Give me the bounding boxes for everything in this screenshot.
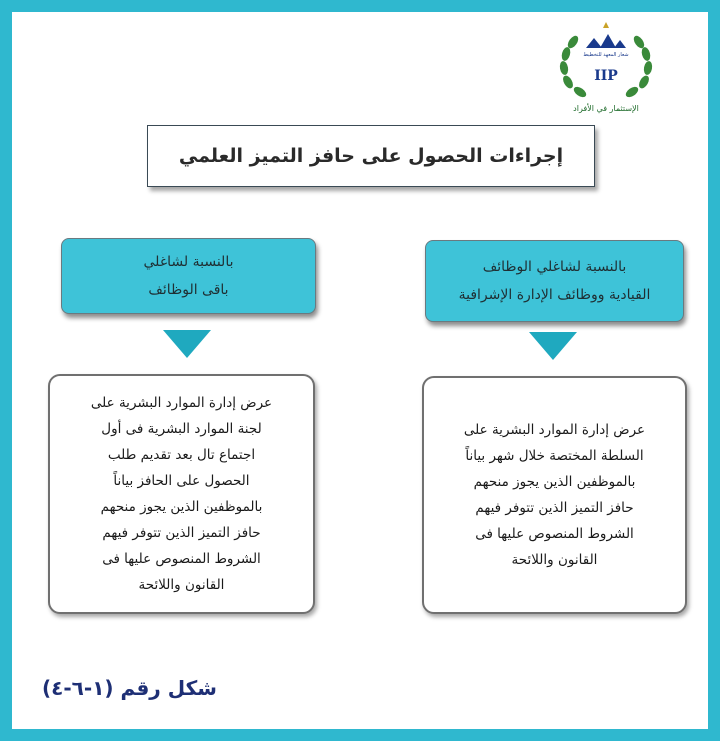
procedure-line: بالموظفين الذين يجوز منحهم bbox=[473, 474, 636, 490]
diagram-title-box bbox=[147, 125, 595, 187]
procedure-line: الشروط المنصوص عليها فى bbox=[475, 526, 634, 542]
content-frame bbox=[12, 12, 708, 729]
procedure-line: القانون واللائحة bbox=[138, 577, 225, 593]
category-box-other-jobs bbox=[61, 238, 316, 314]
logo-organization-text: شعار المعهد للتخطيط bbox=[583, 52, 629, 58]
logo-tagline: الإستثمار في الأفراد bbox=[573, 104, 639, 113]
procedure-line: بالموظفين الذين يجوز منحهم bbox=[100, 499, 263, 515]
laurel-wreath-icon bbox=[556, 20, 656, 110]
down-arrow-icon bbox=[529, 332, 577, 360]
procedure-line: الشروط المنصوص عليها فى bbox=[102, 551, 261, 567]
procedure-line: اجتماع تال بعد تقديم طلب bbox=[107, 447, 256, 463]
logo-acronym: IIP bbox=[594, 68, 618, 84]
procedure-line: عرض إدارة الموارد البشرية على bbox=[463, 422, 646, 438]
category-line: باقى الوظائف bbox=[148, 282, 229, 298]
procedure-box-other-jobs bbox=[48, 374, 315, 614]
down-arrow-icon bbox=[163, 330, 211, 358]
category-line: القيادية ووظائف الإدارة الإشرافية bbox=[458, 287, 651, 303]
procedure-line: لجنة الموارد البشرية فى أول bbox=[101, 421, 262, 437]
procedure-line: حافز التميز الذين تتوفر فيهم bbox=[475, 500, 634, 516]
procedure-line: الحصول على الحافز بياناً bbox=[113, 473, 250, 489]
procedure-line: السلطة المختصة خلال شهر بياناً bbox=[465, 448, 644, 464]
category-box-leadership bbox=[425, 240, 684, 322]
diagram-title: إجراءات الحصول على حافز التميز العلمي bbox=[178, 145, 564, 167]
category-line: بالنسبة لشاغلي bbox=[143, 254, 234, 270]
figure-caption: شكل رقم (١-٦-٤) bbox=[42, 676, 217, 700]
procedure-box-leadership bbox=[422, 376, 687, 614]
procedure-line: القانون واللائحة bbox=[511, 552, 598, 568]
iip-logo bbox=[556, 20, 656, 113]
category-line: بالنسبة لشاغلي الوظائف bbox=[482, 259, 627, 275]
procedure-line: عرض إدارة الموارد البشرية على bbox=[90, 395, 273, 411]
procedure-line: حافز التميز الذين تتوفر فيهم bbox=[102, 525, 261, 541]
